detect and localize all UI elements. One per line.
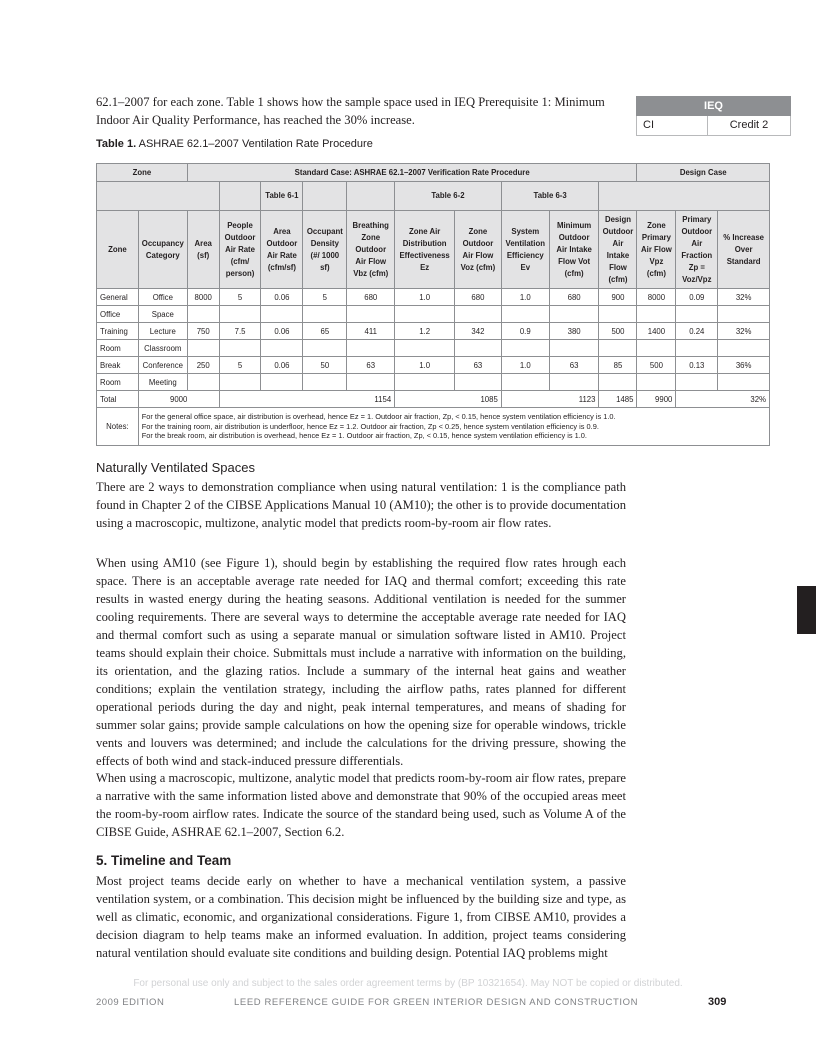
table-row — [97, 357, 770, 374]
table-cell: Room — [97, 374, 139, 391]
table-row — [97, 289, 770, 306]
note-line: For the general office space, air distribution is overhead, hence Ez = 1. Outdoor air fraction, Zp, < 0.15, hence system ventilation efficiency is 1.0. — [141, 412, 616, 422]
natural-ventilation-heading: Naturally Ventilated Spaces — [96, 460, 255, 475]
header-blank — [303, 182, 347, 211]
timeline-heading: 5. Timeline and Team — [96, 853, 232, 868]
table-row — [97, 340, 770, 357]
table-cell — [261, 374, 303, 391]
table-cell: 85 — [599, 357, 637, 374]
table-row — [97, 306, 770, 323]
table-cell — [219, 306, 261, 323]
note-line: For the break room, air distribution is overhead, hence Ez = 1. Outdoor air fraction, Zp, < 0.15, hence system ventilation efficiency is 1.0. — [141, 431, 587, 441]
col-header: Area (sf) — [187, 211, 219, 289]
table-cell: 1.2 — [395, 323, 455, 340]
table-cell: 0.06 — [261, 289, 303, 306]
table-cell: General — [97, 289, 139, 306]
table-cell — [718, 340, 770, 357]
header-blank — [97, 182, 220, 211]
table-cell: 8000 — [187, 289, 219, 306]
total-label: Total — [97, 391, 139, 408]
credit-box-row — [636, 116, 791, 136]
table-cell: 500 — [599, 323, 637, 340]
natural-paragraph-3: When using a macroscopic, multizone, analytic model that predicts room-by-room air flow rates, prepare a narrative with the same information listed above and demonstrate that 90% of the occupied areas meet the room-by-room airflow rates. Indicate the source of the standard being used, such as Volume A of the CIBSE Guide, ASHRAE 62.1–2007, Section 6.2. — [96, 771, 626, 839]
note-line: For the training room, air distribution is underfloor, hence Ez = 1.2. Outdoor air fraction, Zp < 0.25, hence system ventilation efficiency is 0.9. — [141, 421, 599, 431]
natural-paragraph-1: There are 2 ways to demonstration compliance when using natural ventilation: 1 is the compliance path found in Chapter 2 of the CIBSE Applications Manual 10 (AM10); the other is to provide documentation using a macroscopic, multizone, analytic model that predicts room-by-room air flow rates. — [96, 480, 626, 530]
header-table-6-3: Table 6-3 — [501, 182, 599, 211]
table-cell: Lecture — [138, 323, 187, 340]
table-cell — [599, 306, 637, 323]
table-cell: 0.06 — [261, 357, 303, 374]
notes-text — [138, 408, 769, 446]
table-cell: 1.0 — [501, 357, 549, 374]
table-cell: 7.5 — [219, 323, 261, 340]
col-header: Zone — [97, 211, 139, 289]
col-header: Breathing Zone Outdoor Air Flow Vbz (cfm) — [347, 211, 395, 289]
total-design-flow: 1485 — [599, 391, 637, 408]
col-header: People Outdoor Air Rate (cfm/ person) — [219, 211, 261, 289]
table-cell: 36% — [718, 357, 770, 374]
natural-paragraph-2: When using AM10 (see Figure 1), should begin by establishing the required flow rates hrough each space. There is an acceptable average rate needed for IAQ and thermal comfort; exceeding this rate results in wasted energy during the heating seasons. Additional ventilation is needed for the summer cooling requirements. There are several ways to determine the acceptable average rate needed for IAQ and thermal comfort such as using a separate manual or simulation software listed in AM10. Project teams should explain their choice. Submittals must include a narrative with information on the building, its orientation, and the glazing ratios. Include a summary of the internal heat gains and weather conditions; explain the ventilation strategy, including the airflow paths, rates planned for different operational periods during the day and night, peak internal temperatures, and means of shading for summer solar gains; provide sample calculations on how the opening size for operable windows, trickle vents and louvers was determined; and include the calculations for the driving pressure, showing the effects of both wind and stack-induced pressure differentials. — [96, 556, 626, 768]
table-cell: 0.24 — [676, 323, 718, 340]
table-caption — [96, 138, 373, 150]
table-cell — [303, 340, 347, 357]
table-cell: Training — [97, 323, 139, 340]
table-cell: 380 — [549, 323, 599, 340]
col-header: System Ventilation Efficiency Ev — [501, 211, 549, 289]
table-cell — [261, 340, 303, 357]
header-table-6-1: Table 6-1 — [261, 182, 303, 211]
table-cell — [676, 374, 718, 391]
table-cell — [261, 306, 303, 323]
table-row — [97, 323, 770, 340]
table-cell: 900 — [599, 289, 637, 306]
table-cell — [455, 306, 502, 323]
table-cell — [599, 340, 637, 357]
table-cell: Office — [97, 306, 139, 323]
table-cell — [718, 306, 770, 323]
col-header: % Increase Over Standard — [718, 211, 770, 289]
table-cell — [347, 340, 395, 357]
table-cell: Conference — [138, 357, 187, 374]
header-blank — [599, 182, 770, 211]
header-blank — [219, 182, 261, 211]
intro-paragraph: 62.1–2007 for each zone. Table 1 shows how the sample space used in IEQ Prerequisite 1: Minimum Indoor Air Quality Performance, has reached the 30% increase. — [96, 95, 605, 127]
table-cell: 50 — [303, 357, 347, 374]
table-cell — [395, 306, 455, 323]
col-header: Zone Outdoor Air Flow Voz (cfm) — [455, 211, 502, 289]
ventilation-rate-table — [96, 163, 770, 446]
table-cell — [549, 374, 599, 391]
table-cell — [637, 374, 676, 391]
table-cell — [501, 306, 549, 323]
table-cell — [549, 340, 599, 357]
table-cell — [455, 340, 502, 357]
table-cell — [347, 374, 395, 391]
table-cell: 5 — [303, 289, 347, 306]
table-caption-label: Table 1. — [96, 138, 137, 150]
table-cell: 63 — [347, 357, 395, 374]
total-area: 9000 — [138, 391, 219, 408]
table-cell — [501, 340, 549, 357]
table-cell — [549, 306, 599, 323]
header-blank — [347, 182, 395, 211]
table-cell: 0.9 — [501, 323, 549, 340]
table-cell: 500 — [637, 357, 676, 374]
table-cell: Office — [138, 289, 187, 306]
table-cell: 0.09 — [676, 289, 718, 306]
table-cell — [219, 340, 261, 357]
header-design-group: Design Case — [637, 164, 770, 182]
table-cell — [347, 306, 395, 323]
table-cell — [303, 374, 347, 391]
notes-label: Notes: — [97, 408, 139, 446]
total-increase: 32% — [676, 391, 770, 408]
table-cell — [637, 306, 676, 323]
col-header: Primary Outdoor Air Fraction Zp = Voz/Vpz — [676, 211, 718, 289]
table-cell — [219, 374, 261, 391]
col-header: Occupancy Category — [138, 211, 187, 289]
table-cell: 1.0 — [395, 289, 455, 306]
table-cell: 63 — [455, 357, 502, 374]
table-cell — [676, 340, 718, 357]
table-cell — [303, 306, 347, 323]
header-standard-group: Standard Case: ASHRAE 62.1–2007 Verification Rate Procedure — [187, 164, 637, 182]
col-header: Area Outdoor Air Rate (cfm/sf) — [261, 211, 303, 289]
total-voz: 1085 — [395, 391, 502, 408]
table-cell: 5 — [219, 357, 261, 374]
credit-box — [636, 96, 791, 136]
timeline-paragraph: Most project teams decide early on whether to have a mechanical ventilation system, a passive ventilation system, or a combination. This decision might be influenced by the building size and type, as well as climatic, economic, and organizational considerations. Figure 1, from CIBSE AM10, provides a decision diagram to help teams make an informed evaluation. In addition, project teams considering natural ventilation should evaluate site conditions and building design. Potential IAQ problems might — [96, 874, 626, 960]
table-cell: 342 — [455, 323, 502, 340]
col-header: Zone Primary Air Flow Vpz (cfm) — [637, 211, 676, 289]
table-cell: 1400 — [637, 323, 676, 340]
table-cell — [187, 306, 219, 323]
total-vot: 1123 — [501, 391, 599, 408]
table-cell: 411 — [347, 323, 395, 340]
table-cell: 32% — [718, 323, 770, 340]
table-cell: 1.0 — [501, 289, 549, 306]
table-cell — [676, 306, 718, 323]
col-header: Minimum Outdoor Air Intake Flow Vot (cfm) — [549, 211, 599, 289]
total-vbz: 1154 — [219, 391, 395, 408]
table-notes-row — [97, 408, 770, 446]
table-cell: 1.0 — [395, 357, 455, 374]
table-cell: 65 — [303, 323, 347, 340]
table-cell: 0.13 — [676, 357, 718, 374]
credit-box-heading: IEQ — [636, 96, 791, 116]
total-vpz: 9900 — [637, 391, 676, 408]
credit-box-credit: Credit 2 — [729, 119, 769, 131]
table-cell: 32% — [718, 289, 770, 306]
table-cell: Break — [97, 357, 139, 374]
header-zone-group: Zone — [97, 164, 188, 182]
table-cell: 250 — [187, 357, 219, 374]
table-cell: 680 — [455, 289, 502, 306]
page-number: 309 — [708, 996, 727, 1008]
table-cell — [395, 340, 455, 357]
table-cell — [395, 374, 455, 391]
table-caption-text: ASHRAE 62.1–2007 Ventilation Rate Procedure — [138, 138, 373, 150]
footer-edition: 2009 EDITION — [96, 997, 165, 1008]
credit-box-category: CI — [637, 116, 708, 135]
table-cell: Classroom — [138, 340, 187, 357]
table-cell: Space — [138, 306, 187, 323]
col-header: Occupant Density (#/ 1000 sf) — [303, 211, 347, 289]
table-cell: Room — [97, 340, 139, 357]
table-cell — [718, 374, 770, 391]
table-cell — [501, 374, 549, 391]
usage-watermark: For personal use only and subject to the sales order agreement terms by (BP 10321654). May NOT be copied or distributed. — [133, 978, 683, 989]
col-header: Zone Air Distribution Effectiveness Ez — [395, 211, 455, 289]
table-total-row — [97, 391, 770, 408]
footer-guide-title: LEED REFERENCE GUIDE FOR GREEN INTERIOR DESIGN AND CONSTRUCTION — [234, 997, 639, 1008]
table-row — [97, 374, 770, 391]
table-cell — [187, 340, 219, 357]
table-cell — [455, 374, 502, 391]
header-table-6-2: Table 6-2 — [395, 182, 502, 211]
col-header: Design Outdoor Air Intake Flow (cfm) — [599, 211, 637, 289]
table-cell: 750 — [187, 323, 219, 340]
section-tab-marker — [797, 586, 816, 634]
table-cell: 8000 — [637, 289, 676, 306]
table-cell: 5 — [219, 289, 261, 306]
table-cell: 63 — [549, 357, 599, 374]
table-cell: 680 — [347, 289, 395, 306]
table-cell — [637, 340, 676, 357]
table-cell: Meeting — [138, 374, 187, 391]
table-cell: 0.06 — [261, 323, 303, 340]
table-cell: 680 — [549, 289, 599, 306]
table-cell — [187, 374, 219, 391]
table-cell — [599, 374, 637, 391]
